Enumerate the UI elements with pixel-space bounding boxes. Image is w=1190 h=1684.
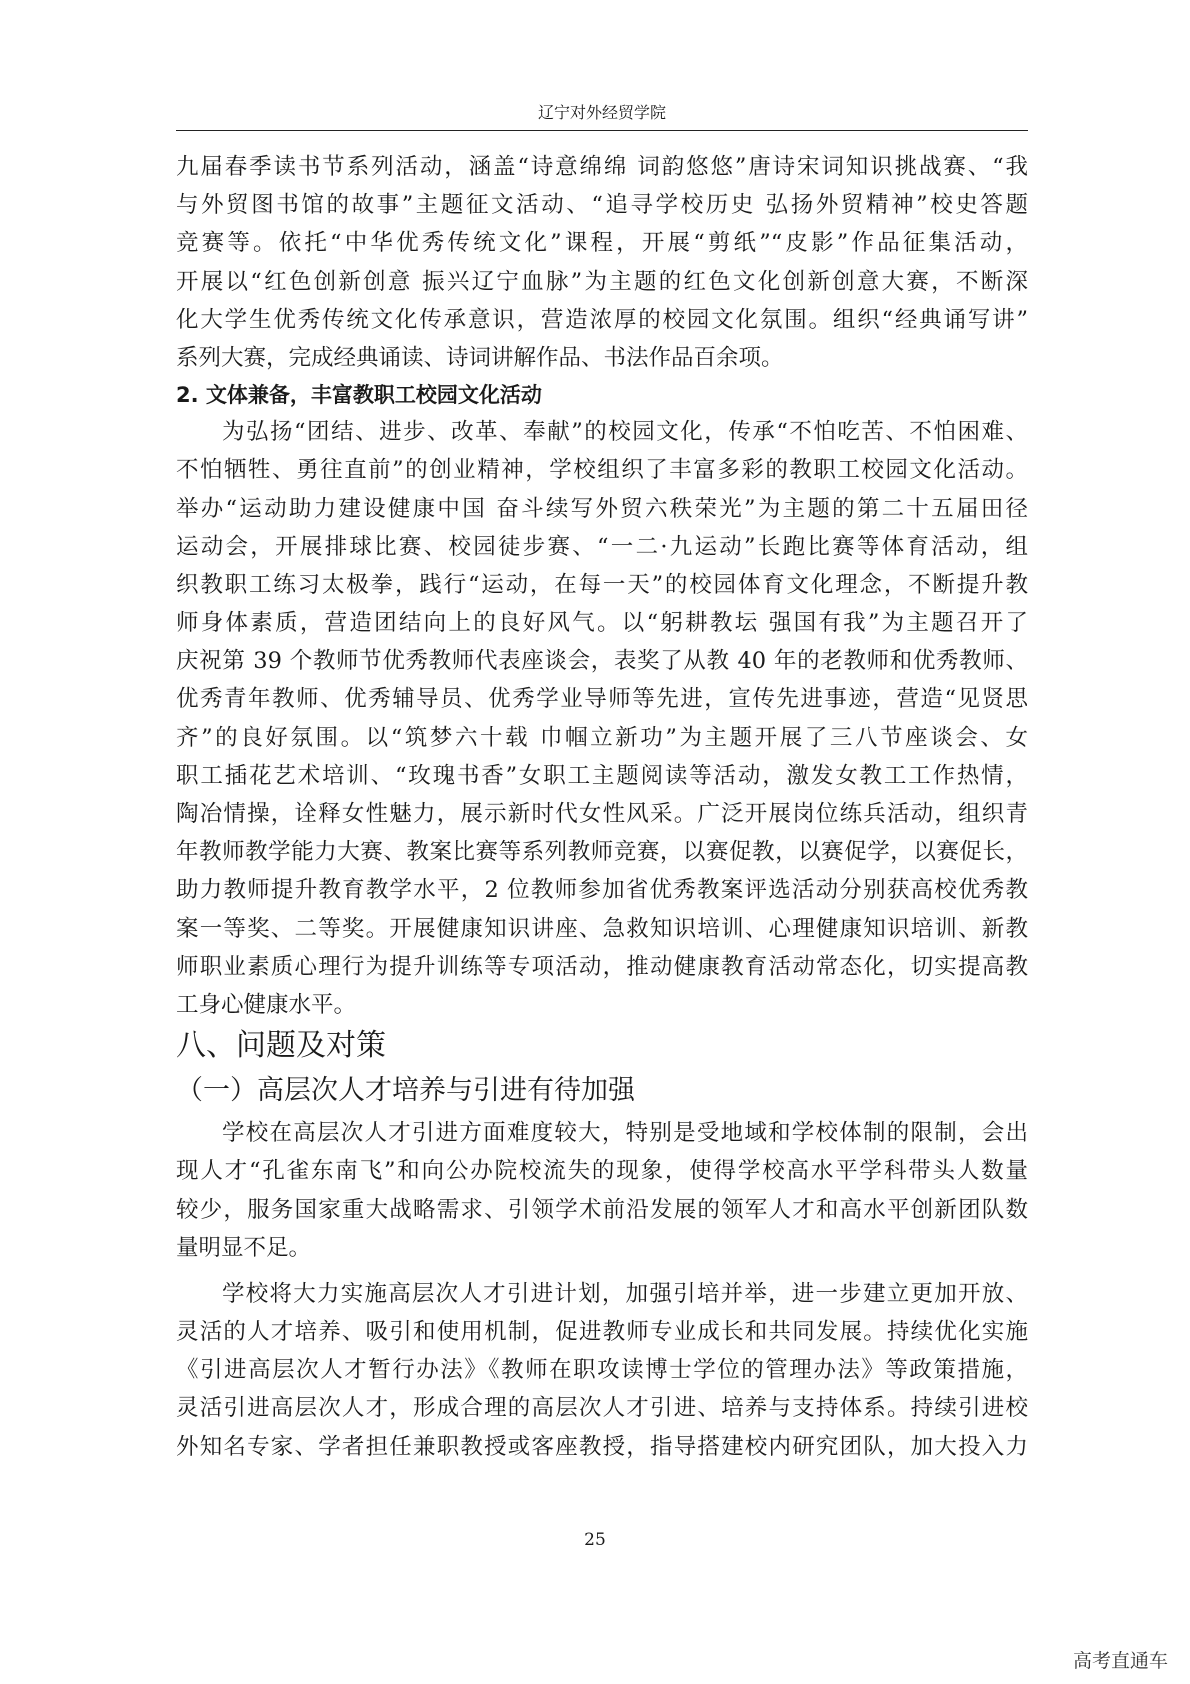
text-line: 庆祝第 39 个教师节优秀教师代表座谈会，表奖了从教 40 年的老教师和优秀教师、	[176, 648, 1028, 675]
subheading-staff-activities: 2. 文体兼备，丰富教职工校园文化活动	[176, 383, 542, 408]
text-line: 量明显不足。	[176, 1234, 312, 1261]
paragraph-talent-problem	[176, 1114, 1028, 1267]
text-line: 师职业素质心理行为提升训练等专项活动，推动健康教育活动常态化，切实提高教	[176, 953, 1028, 980]
text-line: 与外贸图书馆的故事”主题征文活动、“追寻学校历史 弘扬外贸精神”校史答题	[176, 192, 1028, 219]
text-line: 助力教师提升教育教学水平，2 位教师参加省优秀教案评选活动分别获高校优秀教	[176, 877, 1028, 904]
text-line: 举办“运动助力建设健康中国 奋斗续写外贸六秩荣光”为主题的第二十五届田径	[176, 495, 1028, 522]
page-number: 25	[584, 1530, 606, 1550]
text-line: 师身体素质，营造团结向上的良好风气。以“躬耕教坛 强国有我”为主题召开了	[176, 610, 1028, 637]
text-line: 学校将大力实施高层次人才引进计划，加强引培并举，进一步建立更加开放、	[222, 1280, 1028, 1307]
text-line: 开展以“红色创新创意 振兴辽宁血脉”为主题的红色文化创新创意大赛，不断深	[176, 268, 1028, 295]
text-line: 陶冶情操，诠释女性魅力，展示新时代女性风采。广泛开展岗位练兵活动，组织青	[176, 801, 1028, 827]
text-line: 年教师教学能力大赛、教案比赛等系列教师竞赛，以赛促教，以赛促学，以赛促长，	[176, 839, 1028, 866]
paragraph-talent-measures	[176, 1275, 1028, 1466]
text-line: 案一等奖、二等奖。开展健康知识讲座、急救知识培训、心理健康知识培训、新教	[176, 915, 1028, 942]
header-title: 辽宁对外经贸学院	[537, 103, 666, 122]
text-line: 学校在高层次人才引进方面难度较大，特别是受地域和学校体制的限制，会出	[222, 1120, 1028, 1147]
text-line: 灵活引进高层次人才，形成合理的高层次人才引进、培养与支持体系。持续引进校	[176, 1395, 1028, 1422]
page-header	[176, 96, 1028, 131]
text-line: 职工插花艺术培训、“玫瑰书香”女职工主题阅读等活动，激发女教工工作热情，	[176, 762, 1028, 789]
text-line: 齐”的良好氛围。以“筑梦六十载 巾帼立新功”为主题开展了三八节座谈会、女	[176, 724, 1028, 751]
text-line: 灵活的人才培养、吸引和使用机制，促进教师专业成长和共同发展。持续优化实施	[176, 1319, 1028, 1346]
text-line: 为弘扬“团结、进步、改革、奉献”的校园文化，传承“不怕吃苦、不怕困难、	[222, 419, 1028, 446]
text-line: 现人才“孔雀东南飞”和向公办院校流失的现象，使得学校高水平学科带头人数量	[176, 1158, 1028, 1185]
paragraph-reading-festival	[176, 148, 1028, 377]
text-line: 《引进高层次人才暂行办法》《教师在职攻读博士学位的管理办法》等政策措施，	[176, 1357, 1028, 1384]
text-line: 外知名专家、学者担任兼职教授或客座教授，指导搭建校内研究团队，加大投入力	[176, 1433, 1028, 1460]
watermark: 高考直通车	[1072, 1650, 1168, 1672]
text-line: 不怕牺牲、勇往直前”的创业精神，学校组织了丰富多彩的教职工校园文化活动。	[176, 457, 1028, 484]
text-line: 竞赛等。依托“中华优秀传统文化”课程，开展“剪纸”“皮影”作品征集活动，	[176, 230, 1028, 257]
section-heading: 八、问题及对策	[176, 1028, 386, 1064]
text-line: 九届春季读书节系列活动，涵盖“诗意绵绵 词韵悠悠”唐诗宋词知识挑战赛、“我	[176, 154, 1028, 180]
text-line: 化大学生优秀传统文化传承意识，营造浓厚的校园文化氛围。组织“经典诵写讲”	[176, 306, 1028, 333]
text-line: 工身心健康水平。	[176, 991, 357, 1018]
text-line: 运动会，开展排球比赛、校园徒步赛、“一二·九运动”长跑比赛等体育活动，组	[176, 533, 1028, 560]
text-line: 优秀青年教师、优秀辅导员、优秀学业导师等先进，宣传先进事迹，营造“见贤思	[176, 686, 1028, 713]
page-body	[176, 148, 1028, 1466]
subsection-heading: （一）高层次人才培养与引进有待加强	[176, 1075, 635, 1107]
paragraph-staff-activities	[176, 413, 1028, 1024]
text-line: 较少，服务国家重大战略需求、引领学术前沿发展的领军人才和高水平创新团队数	[176, 1196, 1028, 1223]
text-line: 织教职工练习太极拳，践行“运动，在每一天”的校园体育文化理念，不断提升教	[176, 571, 1028, 598]
text-line: 系列大赛，完成经典诵读、诗词讲解作品、书法作品百余项。	[176, 344, 784, 371]
